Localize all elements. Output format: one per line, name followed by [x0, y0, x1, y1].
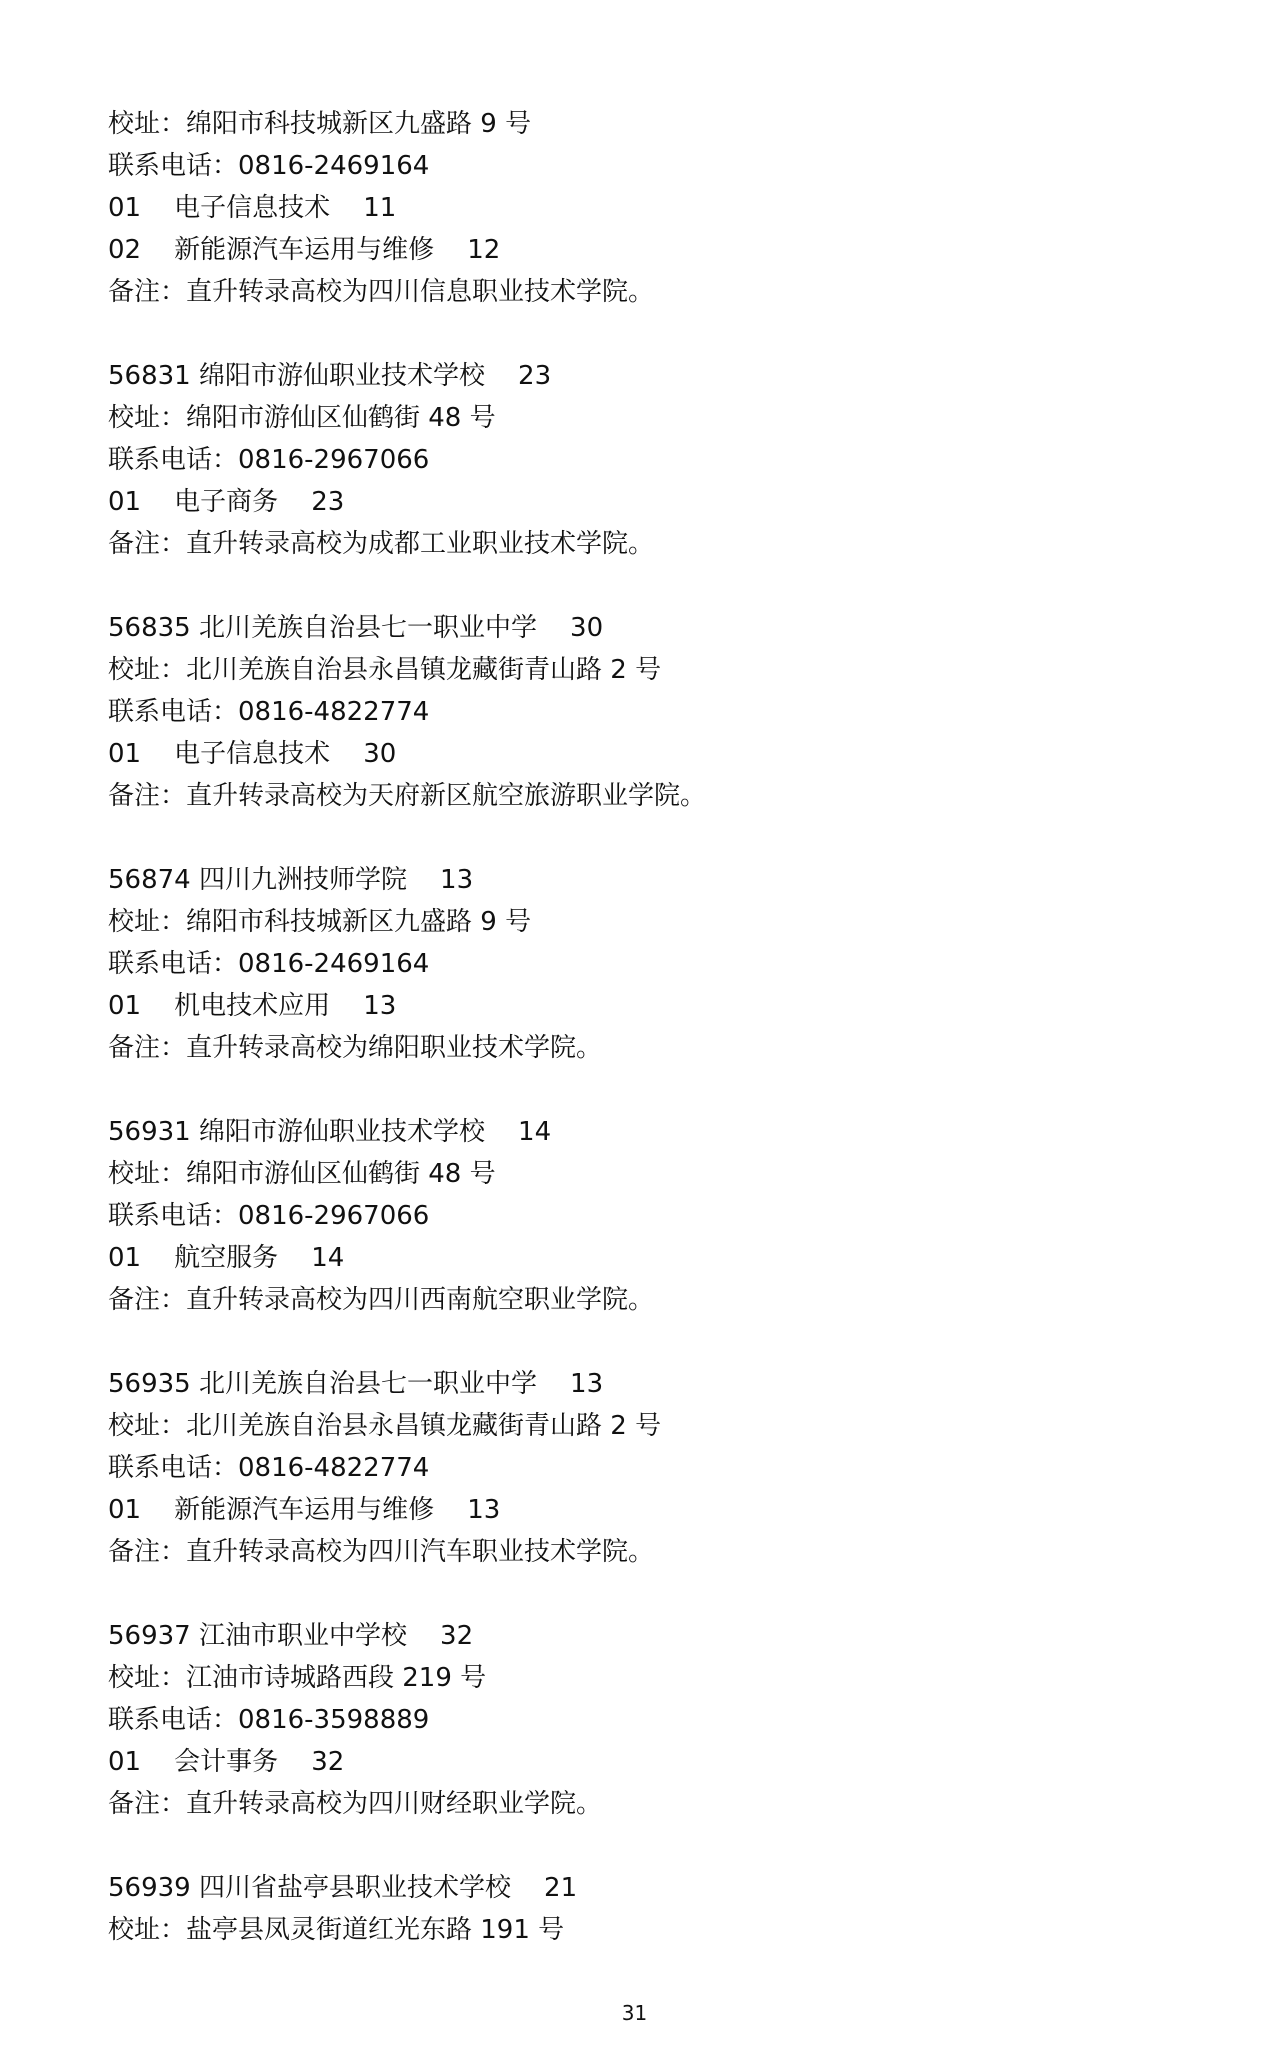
- document-line: 校址：北川羌族自治县永昌镇龙藏街青山路 2 号: [108, 655, 662, 685]
- document-line: 01 会计事务 32: [108, 1747, 345, 1777]
- section-gap: [108, 313, 1188, 355]
- document-line: 01 电子信息技术 30: [108, 739, 397, 769]
- document-line: 联系电话：0816-2469164: [108, 151, 430, 181]
- document-line: 校址：绵阳市科技城新区九盛路 9 号: [108, 109, 532, 139]
- document-line: 联系电话：0816-4822774: [108, 697, 430, 727]
- document-line: 56939 四川省盐亭县职业技术学校 21: [108, 1873, 578, 1903]
- document-line: 联系电话：0816-4822774: [108, 1453, 430, 1483]
- document-line: 56874 四川九洲技师学院 13: [108, 865, 474, 895]
- document-line: 备注：直升转录高校为绵阳职业技术学院。: [108, 1033, 603, 1063]
- document-line: 56937 江油市职业中学校 32: [108, 1621, 474, 1651]
- document-line: 备注：直升转录高校为四川信息职业技术学院。: [108, 277, 655, 307]
- document-line: 56935 北川羌族自治县七一职业中学 13: [108, 1369, 604, 1399]
- document-line: 02 新能源汽车运用与维修 12: [108, 235, 501, 265]
- document-line: 备注：直升转录高校为四川财经职业学院。: [108, 1789, 603, 1819]
- document-line: 校址：北川羌族自治县永昌镇龙藏街青山路 2 号: [108, 1411, 662, 1441]
- document-line: 校址：盐亭县凤灵街道红光东路 191 号: [108, 1915, 565, 1945]
- document-line: 备注：直升转录高校为四川西南航空职业学院。: [108, 1285, 655, 1315]
- section-gap: [108, 817, 1188, 859]
- section-gap: [108, 1321, 1188, 1363]
- document-line: 联系电话：0816-3598889: [108, 1705, 430, 1735]
- document-line: 01 机电技术应用 13: [108, 991, 397, 1021]
- document-line: 联系电话：0816-2469164: [108, 949, 430, 979]
- document-line: 01 航空服务 14: [108, 1243, 345, 1273]
- section-gap: [108, 1825, 1188, 1867]
- document-line: 56831 绵阳市游仙职业技术学校 23: [108, 361, 552, 391]
- section-gap: [108, 565, 1188, 607]
- document-line: 56931 绵阳市游仙职业技术学校 14: [108, 1117, 552, 1147]
- document-line: 联系电话：0816-2967066: [108, 1201, 430, 1231]
- document-line: 01 新能源汽车运用与维修 13: [108, 1495, 501, 1525]
- document-line: 备注：直升转录高校为天府新区航空旅游职业学院。: [108, 781, 707, 811]
- document-line: 备注：直升转录高校为四川汽车职业技术学院。: [108, 1537, 655, 1567]
- document-line: 56835 北川羌族自治县七一职业中学 30: [108, 613, 604, 643]
- section-gap: [108, 1069, 1188, 1111]
- document-line: 校址：绵阳市游仙区仙鹤街 48 号: [108, 1159, 496, 1189]
- document-line: 校址：绵阳市科技城新区九盛路 9 号: [108, 907, 532, 937]
- document-line: 校址：绵阳市游仙区仙鹤街 48 号: [108, 403, 496, 433]
- document-line: 01 电子商务 23: [108, 487, 345, 517]
- page-number: 31: [621, 2001, 648, 2025]
- document-line: 备注：直升转录高校为成都工业职业技术学院。: [108, 529, 655, 559]
- document-line: 校址：江油市诗城路西段 219 号: [108, 1663, 487, 1693]
- document-line: 联系电话：0816-2967066: [108, 445, 430, 475]
- section-gap: [108, 1573, 1188, 1615]
- document-body: [108, 103, 1188, 1951]
- document-line: 01 电子信息技术 11: [108, 193, 397, 223]
